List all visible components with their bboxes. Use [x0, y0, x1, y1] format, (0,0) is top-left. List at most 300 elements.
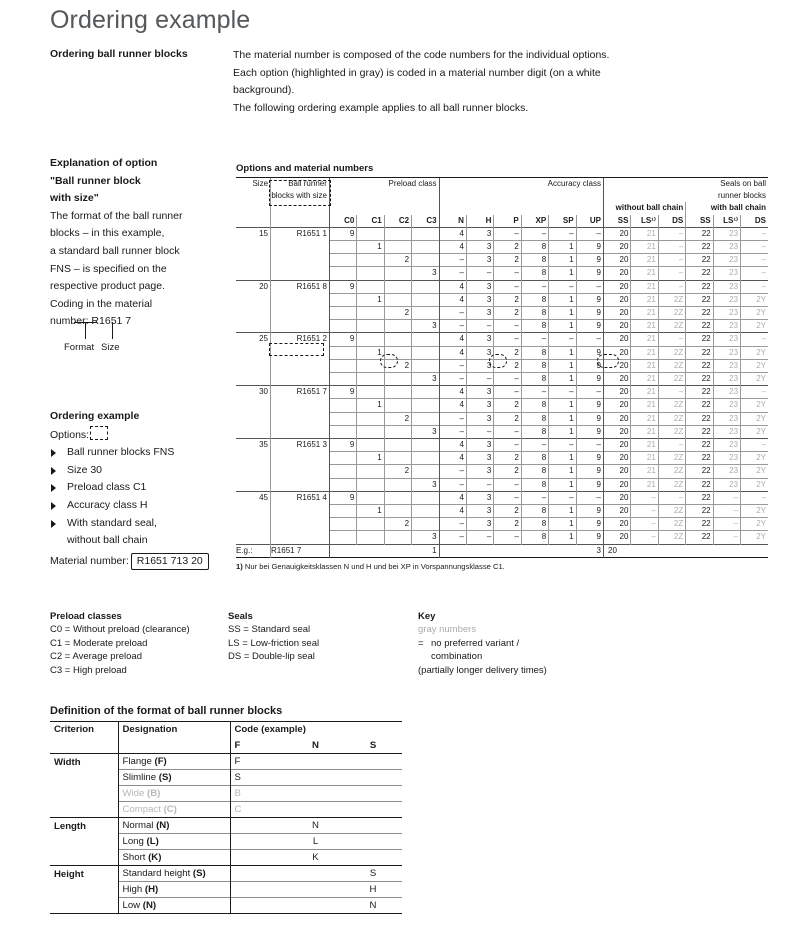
cell-code-n: L — [287, 834, 344, 850]
cell-value: 22 — [686, 518, 713, 531]
cell-value — [329, 307, 356, 320]
cell-value: 23 — [713, 465, 740, 478]
cell-value — [357, 280, 384, 293]
cell-value: 9 — [329, 386, 356, 399]
example-row — [236, 544, 768, 557]
format-leader-line — [85, 322, 86, 339]
cell-value: 1 — [549, 465, 576, 478]
cell-value — [329, 254, 356, 267]
cell-value: 2 — [494, 307, 521, 320]
cell-value: – — [466, 425, 493, 438]
cell-value: 9 — [576, 241, 603, 254]
cell-value: 3 — [412, 373, 439, 386]
cell-value — [384, 227, 411, 240]
cell-value: 2 — [494, 293, 521, 306]
cell-value: 8 — [521, 399, 548, 412]
cell-code-s: N — [344, 898, 402, 914]
cell-code-f — [230, 850, 287, 866]
cell-material-number: R1651 2 — [271, 333, 330, 386]
cell-value: – — [466, 320, 493, 333]
cell-value: 22 — [686, 386, 713, 399]
cell-value — [384, 320, 411, 333]
legend-preload-classes — [50, 610, 240, 677]
ordering-example-heading: Ordering example — [50, 410, 140, 422]
cell-value: 4 — [439, 491, 466, 504]
cell-value — [357, 518, 384, 531]
definition-table-section — [50, 705, 402, 914]
cell-value: – — [631, 491, 658, 504]
cell-value: 2 — [494, 465, 521, 478]
cell-value: – — [494, 425, 521, 438]
cell-value: 9 — [576, 531, 603, 544]
cell-value: 1 — [357, 452, 384, 465]
cell-value: 2 — [384, 412, 411, 425]
cell-value: 2Y — [741, 452, 768, 465]
cell-designation: Compact (C) — [118, 802, 230, 818]
cell-value: – — [439, 478, 466, 491]
subheader-xp: XP — [521, 215, 548, 228]
cell-value: 8 — [521, 254, 548, 267]
cell-value: – — [466, 267, 493, 280]
cell-value: 23 — [713, 425, 740, 438]
legend-preload-heading: Preload classes — [50, 611, 122, 622]
cell-value: 20 — [604, 439, 631, 452]
cell-value: 9 — [576, 452, 603, 465]
cell-value — [412, 439, 439, 452]
cell-value: 9 — [576, 254, 603, 267]
cell-value — [384, 425, 411, 438]
cell-value: 8 — [521, 320, 548, 333]
cell-value — [357, 491, 384, 504]
subheader-code-f: F — [230, 738, 287, 754]
cell-value: 20 — [604, 333, 631, 346]
cell-value: 20 — [604, 478, 631, 491]
intro-line-4: The following ordering example applies to all ball runner blocks. — [233, 101, 529, 114]
cell-value — [384, 267, 411, 280]
cell-value — [412, 412, 439, 425]
cell-value: 20 — [604, 293, 631, 306]
cell-value: 8 — [521, 518, 548, 531]
cell-criterion: Height — [50, 866, 118, 914]
list-item — [50, 479, 245, 497]
cell-value: 22 — [686, 425, 713, 438]
cell-value: – — [494, 267, 521, 280]
explanation-body-6: Coding in the material — [50, 297, 153, 310]
cell-value: 21 — [631, 425, 658, 438]
cell-value — [329, 399, 356, 412]
cell-value: 20 — [604, 307, 631, 320]
cell-value: 22 — [686, 465, 713, 478]
cell-value — [412, 359, 439, 372]
cell-value: 20 — [604, 386, 631, 399]
legend-key-equals: = — [418, 637, 424, 649]
cell-value: – — [741, 333, 768, 346]
explanation-body-3: a standard ball runner block — [50, 244, 180, 257]
list-item-label-continued: without ball chain — [67, 534, 148, 547]
cell-value: 3 — [466, 307, 493, 320]
cell-value: 21 — [631, 333, 658, 346]
cell-value: 23 — [713, 452, 740, 465]
cell-value: 9 — [576, 399, 603, 412]
cell-value — [329, 293, 356, 306]
cell-value: 20 — [604, 373, 631, 386]
table-row — [50, 818, 402, 834]
cell-value: 2Z — [658, 452, 685, 465]
cell-material-number: R1651 3 — [271, 439, 330, 492]
cell-value: – — [576, 439, 603, 452]
cell-value: 2Z — [658, 412, 685, 425]
cell-value: – — [439, 267, 466, 280]
cell-value — [357, 478, 384, 491]
cell-value — [329, 478, 356, 491]
cell-code-s — [344, 818, 402, 834]
cell-value — [384, 439, 411, 452]
cell-value — [357, 425, 384, 438]
cell-material-number: R1651 8 — [271, 280, 330, 333]
cell-value: 1 — [357, 346, 384, 359]
cell-code-f — [230, 882, 287, 898]
cell-value: 3 — [412, 425, 439, 438]
bullet-triangle-icon — [51, 520, 56, 528]
definition-header-row — [50, 722, 402, 738]
list-item-label: Accuracy class H — [67, 498, 148, 511]
cell-designation: Slimline (S) — [118, 770, 230, 786]
list-item-label: Ball runner blocks FNS — [67, 446, 175, 459]
cell-value: 20 — [604, 399, 631, 412]
cell-value: 9 — [576, 346, 603, 359]
cell-value: 8 — [521, 425, 548, 438]
cell-value: – — [713, 531, 740, 544]
cell-value: – — [521, 227, 548, 240]
cell-value: 8 — [521, 412, 548, 425]
cell-value: 23 — [713, 241, 740, 254]
cell-code-s — [344, 754, 402, 770]
cell-value — [357, 531, 384, 544]
cell-value: 21 — [631, 293, 658, 306]
definition-format-table — [50, 721, 402, 914]
cell-value — [384, 478, 411, 491]
cell-value — [412, 465, 439, 478]
cell-value: 2 — [384, 254, 411, 267]
explanation-body-5: respective product page. — [50, 280, 165, 293]
cell-value: 22 — [686, 412, 713, 425]
cell-value: 2 — [384, 359, 411, 372]
cell-value: 22 — [686, 373, 713, 386]
cell-value: – — [466, 373, 493, 386]
cell-value: – — [576, 386, 603, 399]
intro-line-3: background). — [233, 84, 295, 96]
cell-value: – — [549, 386, 576, 399]
cell-value: 4 — [439, 386, 466, 399]
cell-value: 2 — [384, 465, 411, 478]
cell-code-s — [344, 802, 402, 818]
legend-seals-line: DS = Double-lip seal — [228, 651, 315, 663]
cell-value: 3 — [466, 346, 493, 359]
cell-value: – — [658, 280, 685, 293]
cell-value: 2Y — [741, 465, 768, 478]
cell-value: – — [576, 333, 603, 346]
cell-value: 21 — [631, 320, 658, 333]
cell-value: 9 — [576, 359, 603, 372]
cell-value: 3 — [466, 465, 493, 478]
cell-value — [384, 399, 411, 412]
cell-value — [357, 439, 384, 452]
cell-value: 8 — [521, 346, 548, 359]
cell-value: 20 — [604, 531, 631, 544]
header-blocks-with-size: Ball runner blocks with size — [271, 178, 330, 215]
cell-value: 20 — [604, 505, 631, 518]
cell-value: 2 — [494, 412, 521, 425]
legend-seals-line: LS = Low-friction seal — [228, 637, 320, 649]
cell-value: – — [658, 267, 685, 280]
cell-value: – — [521, 491, 548, 504]
cell-value: – — [741, 254, 768, 267]
bullet-triangle-icon — [51, 484, 56, 492]
cell-value: 1 — [549, 293, 576, 306]
cell-value: – — [494, 320, 521, 333]
cell-value: – — [439, 465, 466, 478]
cell-value: 20 — [604, 518, 631, 531]
cell-value — [412, 254, 439, 267]
cell-value: – — [494, 439, 521, 452]
cell-value: 9 — [329, 227, 356, 240]
cell-value: 9 — [576, 267, 603, 280]
subheader-ss: SS — [686, 215, 713, 228]
material-number-row — [50, 553, 209, 570]
cell-value: – — [713, 491, 740, 504]
cell-material-number: R1651 7 — [271, 386, 330, 439]
cell-value: 4 — [439, 293, 466, 306]
cell-value: 8 — [521, 267, 548, 280]
cell-code-s: H — [344, 882, 402, 898]
cell-value — [384, 333, 411, 346]
material-number-label: Material number: — [50, 555, 129, 567]
subheader-blank-size — [236, 215, 271, 228]
header-size: Size — [236, 178, 271, 215]
subheader-c2: C2 — [384, 215, 411, 228]
cell-value: 20 — [604, 452, 631, 465]
cell-value: 21 — [631, 373, 658, 386]
cell-code-f: C — [230, 802, 287, 818]
legend-preload-line: C1 = Moderate preload — [50, 637, 148, 649]
cell-value: 22 — [686, 478, 713, 491]
example-preload-code: 1 — [329, 544, 439, 557]
cell-value: 1 — [549, 267, 576, 280]
subheader-c0: C0 — [329, 215, 356, 228]
cell-value: 1 — [549, 399, 576, 412]
cell-value: 1 — [549, 307, 576, 320]
table-row — [236, 333, 768, 346]
cell-value: 23 — [713, 293, 740, 306]
cell-size: 25 — [236, 333, 271, 386]
cell-value: 20 — [604, 491, 631, 504]
cell-value — [384, 386, 411, 399]
cell-value: 23 — [713, 478, 740, 491]
subheader-blank-blocks — [271, 215, 330, 228]
cell-code-s: S — [344, 866, 402, 882]
cell-value: – — [439, 518, 466, 531]
cell-value: – — [494, 478, 521, 491]
cell-value — [412, 346, 439, 359]
legend-key — [418, 610, 648, 677]
cell-value: 22 — [686, 267, 713, 280]
cell-value: – — [549, 280, 576, 293]
cell-value: 21 — [631, 412, 658, 425]
ordering-option-list — [50, 444, 245, 550]
subheader-n: N — [439, 215, 466, 228]
cell-value: 23 — [713, 346, 740, 359]
cell-value — [357, 227, 384, 240]
cell-value: 22 — [686, 280, 713, 293]
cell-value: 20 — [604, 412, 631, 425]
subheader-c1: C1 — [357, 215, 384, 228]
options-label-row — [50, 426, 245, 445]
cell-value: 2 — [494, 346, 521, 359]
cell-value: 1 — [549, 518, 576, 531]
cell-value: 3 — [466, 280, 493, 293]
cell-value — [329, 425, 356, 438]
cell-value: 2Z — [658, 359, 685, 372]
cell-value: 23 — [713, 267, 740, 280]
cell-value: – — [549, 491, 576, 504]
cell-value: – — [631, 531, 658, 544]
cell-code-f: F — [230, 754, 287, 770]
subheader-ls: LS¹⁾ — [713, 215, 740, 228]
header-designation: Designation — [118, 722, 230, 754]
legend-key-meaning — [418, 637, 648, 650]
cell-value: 3 — [466, 293, 493, 306]
cell-value: 3 — [466, 399, 493, 412]
cell-designation: Normal (N) — [118, 818, 230, 834]
list-item — [50, 497, 245, 515]
cell-value: 3 — [466, 386, 493, 399]
list-item — [50, 444, 245, 462]
cell-material-number: R1651 1 — [271, 227, 330, 280]
cell-value: 20 — [604, 280, 631, 293]
cell-value: 3 — [466, 491, 493, 504]
cell-criterion: Length — [50, 818, 118, 866]
cell-value: 1 — [549, 412, 576, 425]
cell-value — [384, 373, 411, 386]
cell-value: 21 — [631, 399, 658, 412]
cell-value: 20 — [604, 241, 631, 254]
cell-value — [412, 452, 439, 465]
footnote-marker: 1) — [236, 561, 243, 571]
list-item-label: Preload class C1 — [67, 481, 147, 494]
cell-value: – — [521, 439, 548, 452]
cell-value: 1 — [549, 320, 576, 333]
cell-code-f: B — [230, 786, 287, 802]
legend-preload-line: C3 = High preload — [50, 664, 127, 676]
cell-value: 4 — [439, 505, 466, 518]
cell-value — [357, 307, 384, 320]
format-size-annotation — [50, 320, 230, 368]
cell-value: 22 — [686, 227, 713, 240]
cell-value: 9 — [576, 320, 603, 333]
cell-value: – — [549, 227, 576, 240]
cell-code-n — [287, 866, 344, 882]
cell-value — [357, 465, 384, 478]
explanation-body-2: blocks – in this example, — [50, 227, 165, 240]
list-item — [50, 515, 245, 550]
cell-value: 20 — [604, 227, 631, 240]
cell-value: 3 — [466, 412, 493, 425]
legend-key-meaning-line-1: no preferred variant / — [431, 637, 520, 649]
cell-value: – — [713, 505, 740, 518]
cell-value — [329, 267, 356, 280]
cell-value: – — [576, 227, 603, 240]
cell-value — [384, 293, 411, 306]
cell-value: 1 — [549, 478, 576, 491]
cell-value — [384, 505, 411, 518]
cell-value: 3 — [466, 333, 493, 346]
cell-value: 2Y — [741, 425, 768, 438]
cell-designation: Flange (F) — [118, 754, 230, 770]
cell-material-number: R1651 4 — [271, 491, 330, 544]
cell-value: 2Y — [741, 531, 768, 544]
cell-value: 8 — [521, 531, 548, 544]
cell-value: 4 — [439, 346, 466, 359]
cell-value: 22 — [686, 307, 713, 320]
cell-value: 21 — [631, 280, 658, 293]
cell-value: 2Z — [658, 346, 685, 359]
cell-value: 2Z — [658, 465, 685, 478]
cell-value: – — [494, 333, 521, 346]
header-preload-class: Preload class — [329, 178, 439, 215]
cell-value: 20 — [604, 267, 631, 280]
intro-body — [233, 47, 753, 117]
cell-value: 9 — [576, 293, 603, 306]
cell-code-n — [287, 754, 344, 770]
cell-value: 22 — [686, 505, 713, 518]
cell-value: 2Y — [741, 399, 768, 412]
legend-key-gray-label: gray numbers — [418, 624, 477, 636]
cell-value: – — [494, 491, 521, 504]
cell-value: 9 — [576, 412, 603, 425]
cell-value — [329, 346, 356, 359]
legend-key-note: (partially longer delivery times) — [418, 664, 547, 676]
cell-value — [357, 386, 384, 399]
cell-size: 45 — [236, 491, 271, 544]
cell-value: – — [466, 531, 493, 544]
cell-value: 20 — [604, 425, 631, 438]
legend-key-meaning-2 — [418, 650, 648, 663]
definition-table-title: Definition of the format of ball runner blocks — [50, 705, 283, 717]
cell-value — [357, 254, 384, 267]
explanation-heading-2: "Ball runner block — [50, 174, 141, 187]
cell-value: – — [439, 359, 466, 372]
cell-designation: Wide (B) — [118, 786, 230, 802]
explanation-body-4: FNS – is specified on the — [50, 262, 167, 275]
cell-value: 8 — [521, 452, 548, 465]
cell-value: – — [741, 227, 768, 240]
cell-code-s — [344, 850, 402, 866]
table-row — [50, 866, 402, 882]
cell-value — [384, 452, 411, 465]
cell-value: – — [576, 491, 603, 504]
cell-value: 3 — [466, 505, 493, 518]
cell-value — [329, 452, 356, 465]
cell-value: 20 — [604, 320, 631, 333]
cell-value: – — [741, 491, 768, 504]
cell-value: 3 — [466, 254, 493, 267]
cell-value: 22 — [686, 346, 713, 359]
cell-value: 2Y — [741, 373, 768, 386]
cell-value: 21 — [631, 267, 658, 280]
header-code-example: Code (example) — [230, 722, 402, 738]
cell-value — [412, 386, 439, 399]
ordering-example-block — [50, 408, 245, 550]
